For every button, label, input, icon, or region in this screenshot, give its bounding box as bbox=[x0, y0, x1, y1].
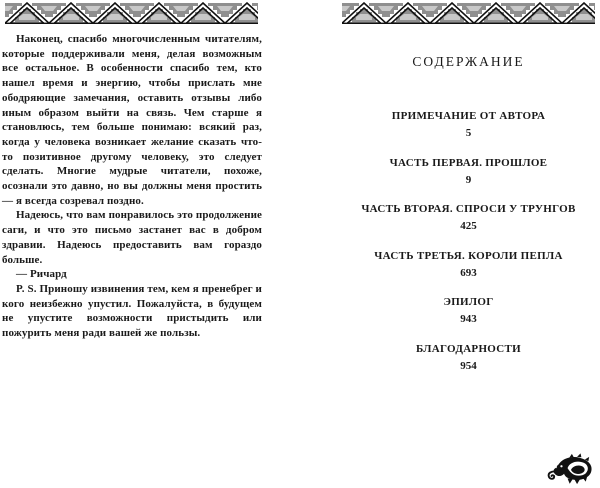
chevron-border-icon bbox=[5, 2, 258, 24]
toc-entry[interactable] bbox=[342, 202, 595, 233]
toc-entry-title[interactable]: ЧАСТЬ ТРЕТЬЯ. КОРОЛИ ПЕПЛА bbox=[374, 249, 563, 262]
toc-title: СОДЕРЖАНИЕ bbox=[412, 54, 525, 69]
dragon-icon bbox=[545, 452, 597, 486]
toc-entry-page: 5 bbox=[465, 127, 472, 139]
toc-entry-title[interactable]: ЧАСТЬ ПЕРВАЯ. ПРОШЛОЕ bbox=[389, 156, 548, 169]
paragraph: Надеюсь, что вам понравилось это продолжение саги, и что это письмо застанет вас в добром здравии. Надеюсь предоставить вам гораздо больше. bbox=[2, 209, 262, 266]
signature-line: — Ричард bbox=[16, 268, 67, 281]
toc-entry-page: 943 bbox=[460, 313, 477, 325]
toc-entry-page: 693 bbox=[460, 266, 477, 279]
toc-entry[interactable] bbox=[342, 156, 595, 187]
toc-entry-page: 954 bbox=[460, 359, 477, 372]
toc-entry[interactable] bbox=[342, 342, 595, 373]
paragraph: Наконец, спасибо многочисленным читателям, которые поддерживали меня, делая возможным все остальное. В особенности спасибо тем, кто нашел время и энергию, чтобы прислать мне ободряющие замечания, оставить отзывы либо иным образом выйти на связь. Чем старше я становлюсь, тем больше понимаю: всякий раз, когда у человека возникает желание сказать что-то позитивное другому человеку, это следует сделать. Многие мудрые читатели, похоже, осознали это давно, но вы должны меня простить — я всегда созревал поздно. bbox=[2, 33, 262, 207]
author-note-text bbox=[2, 32, 262, 341]
toc-list bbox=[342, 109, 595, 388]
toc-entry[interactable] bbox=[342, 295, 595, 326]
toc-entry-title[interactable]: ЧАСТЬ ВТОРАЯ. СПРОСИ У ТРУНГОВ bbox=[361, 203, 576, 215]
toc-entry-title[interactable]: ПРИМЕЧАНИЕ ОТ АВТОРА bbox=[391, 110, 546, 122]
chevron-border-icon bbox=[342, 2, 595, 24]
toc-entry[interactable] bbox=[342, 109, 595, 140]
toc-entry-title[interactable]: ЭПИЛОГ bbox=[443, 296, 494, 308]
postscript-paragraph: P. S. Приношу извинения тем, кем я пренебрег и кого неизбежно упустил. Пожалуйста, в будущем не упустите возможности пристыдить или пожурить меня ради вашей же пользы. bbox=[2, 282, 262, 340]
toc-entry-page: 425 bbox=[460, 220, 477, 232]
toc-entry[interactable] bbox=[342, 249, 595, 280]
toc-entry-title[interactable]: БЛАГОДАРНОСТИ bbox=[415, 342, 522, 355]
toc-entry-page: 9 bbox=[465, 173, 472, 186]
